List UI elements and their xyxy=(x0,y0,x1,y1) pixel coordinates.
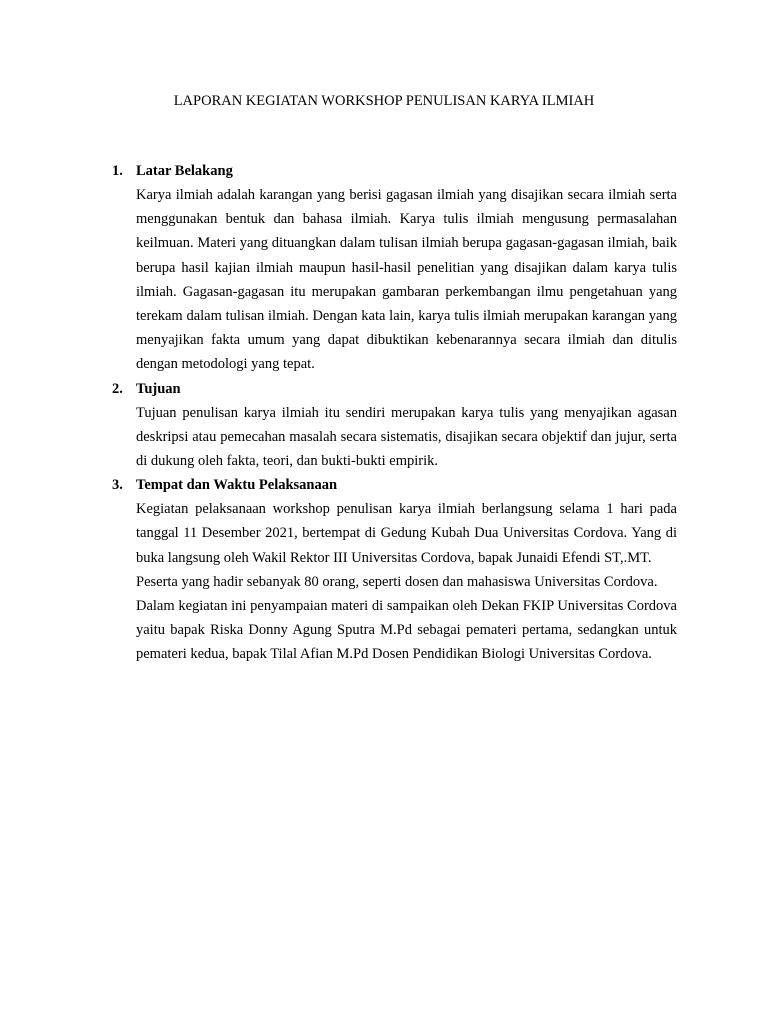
section-background xyxy=(110,159,677,377)
section-list xyxy=(110,159,677,667)
section-heading: Tujuan xyxy=(136,380,181,397)
section-purpose xyxy=(110,377,677,474)
section-paragraph: Karya ilmiah adalah karangan yang berisi gagasan ilmiah yang disajikan secara ilmiah serta menggunakan bentuk dan bahasa ilmiah. Karya tulis ilmiah mengusung permasalahan keilmuan. Materi yang dituangkan dalam tulisan ilmiah berupa gagasan-gagasan ilmiah, baik berupa hasil kajian ilmiah maupun hasil-hasil penelitian yang disajikan dalam karya tulis ilmiah. Gagasan-gagasan itu merupakan gambaran perkembangan ilmu pengetahuan yang terekam dalam tulisan ilmiah. Dengan kata lain, karya tulis ilmiah merupakan karangan yang menyajikan fakta umum yang dapat dibuktikan kebenarannya secara ilmiah dan ditulis dengan metodologi yang tepat. xyxy=(136,187,677,373)
document-title: LAPORAN KEGIATAN WORKSHOP PENULISAN KARYA ILMIAH xyxy=(173,93,595,109)
section-number: 2. xyxy=(112,380,123,397)
section-place-and-time xyxy=(110,473,677,666)
section-paragraph: Dalam kegiatan ini penyampaian materi di sampaikan oleh Dekan FKIP Universitas Cordova yaitu bapak Riska Donny Agung Sputra M.Pd sebagai pemateri pertama, sedangkan untuk pemateri kedua, bapak Tilal Afian M.Pd Dosen Pendidikan Biologi Universitas Cordova. xyxy=(136,598,677,663)
section-heading: Tempat dan Waktu Pelaksanaan xyxy=(136,477,338,494)
section-paragraph: Kegiatan pelaksanaan workshop penulisan karya ilmiah berlangsung selama 1 hari pada tanggal 11 Desember 2021, bertempat di Gedung Kubah Dua Universitas Cordova. Yang di buka langsung oleh Wakil Rektor III Universitas Cordova, bapak Junaidi Efendi ST,.MT. xyxy=(136,501,677,566)
section-number: 1. xyxy=(112,163,123,179)
section-heading: Latar Belakang xyxy=(136,163,233,179)
section-paragraph: Peserta yang hadir sebanyak 80 orang, seperti dosen dan mahasiswa Universitas Cordova. xyxy=(136,573,658,590)
section-paragraph: Tujuan penulisan karya ilmiah itu sendiri merupakan karya tulis yang menyajikan agasan deskripsi atau pemecahan masalah secara sistematis, disajikan secara objektif dan jujur, serta di dukung oleh fakta, teori, dan bukti-bukti empirik. xyxy=(136,404,677,470)
section-number: 3. xyxy=(112,477,123,494)
